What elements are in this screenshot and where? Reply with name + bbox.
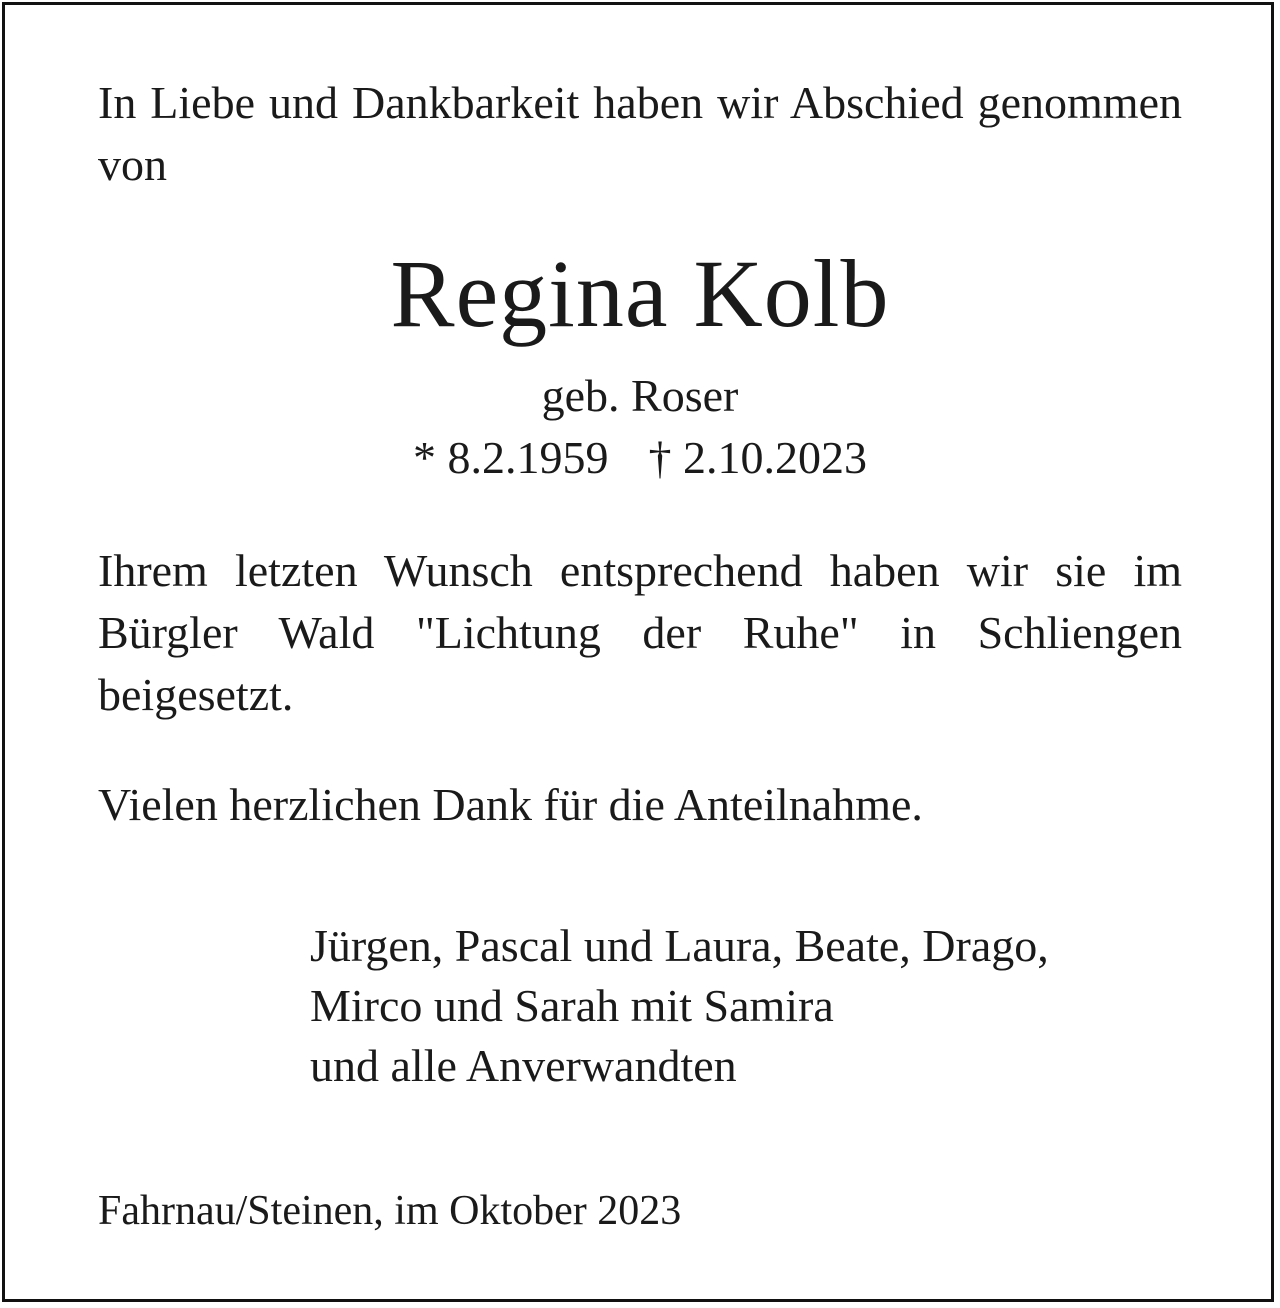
intro-text: In Liebe und Dankbarkeit haben wir Abschied genommen von [98,77,1182,190]
deceased-name: Regina Kolb [390,240,890,347]
signer-line: und alle Anverwandten [310,1040,737,1091]
birth-date: * 8.2.1959 [413,432,609,483]
signers-block [310,916,1049,1096]
maiden-name: geb. Roser [541,370,739,421]
thanks-text: Vielen herzlichen Dank für die Anteilnahme. [98,779,923,830]
life-dates [0,428,1280,488]
death-date: † 2.10.2023 [648,432,867,483]
place-and-date: Fahrnau/Steinen, im Oktober 2023 [98,1188,682,1234]
burial-text: Ihrem letzten Wunsch entsprechend haben wir sie im Bürgler Wald "Lichtung der Ruhe" in Schliengen beigesetzt. [98,545,1182,720]
signer-line: Jürgen, Pascal und Laura, Beate, Drago, [310,920,1049,971]
signer-line: Mirco und Sarah mit Samira [310,980,834,1031]
